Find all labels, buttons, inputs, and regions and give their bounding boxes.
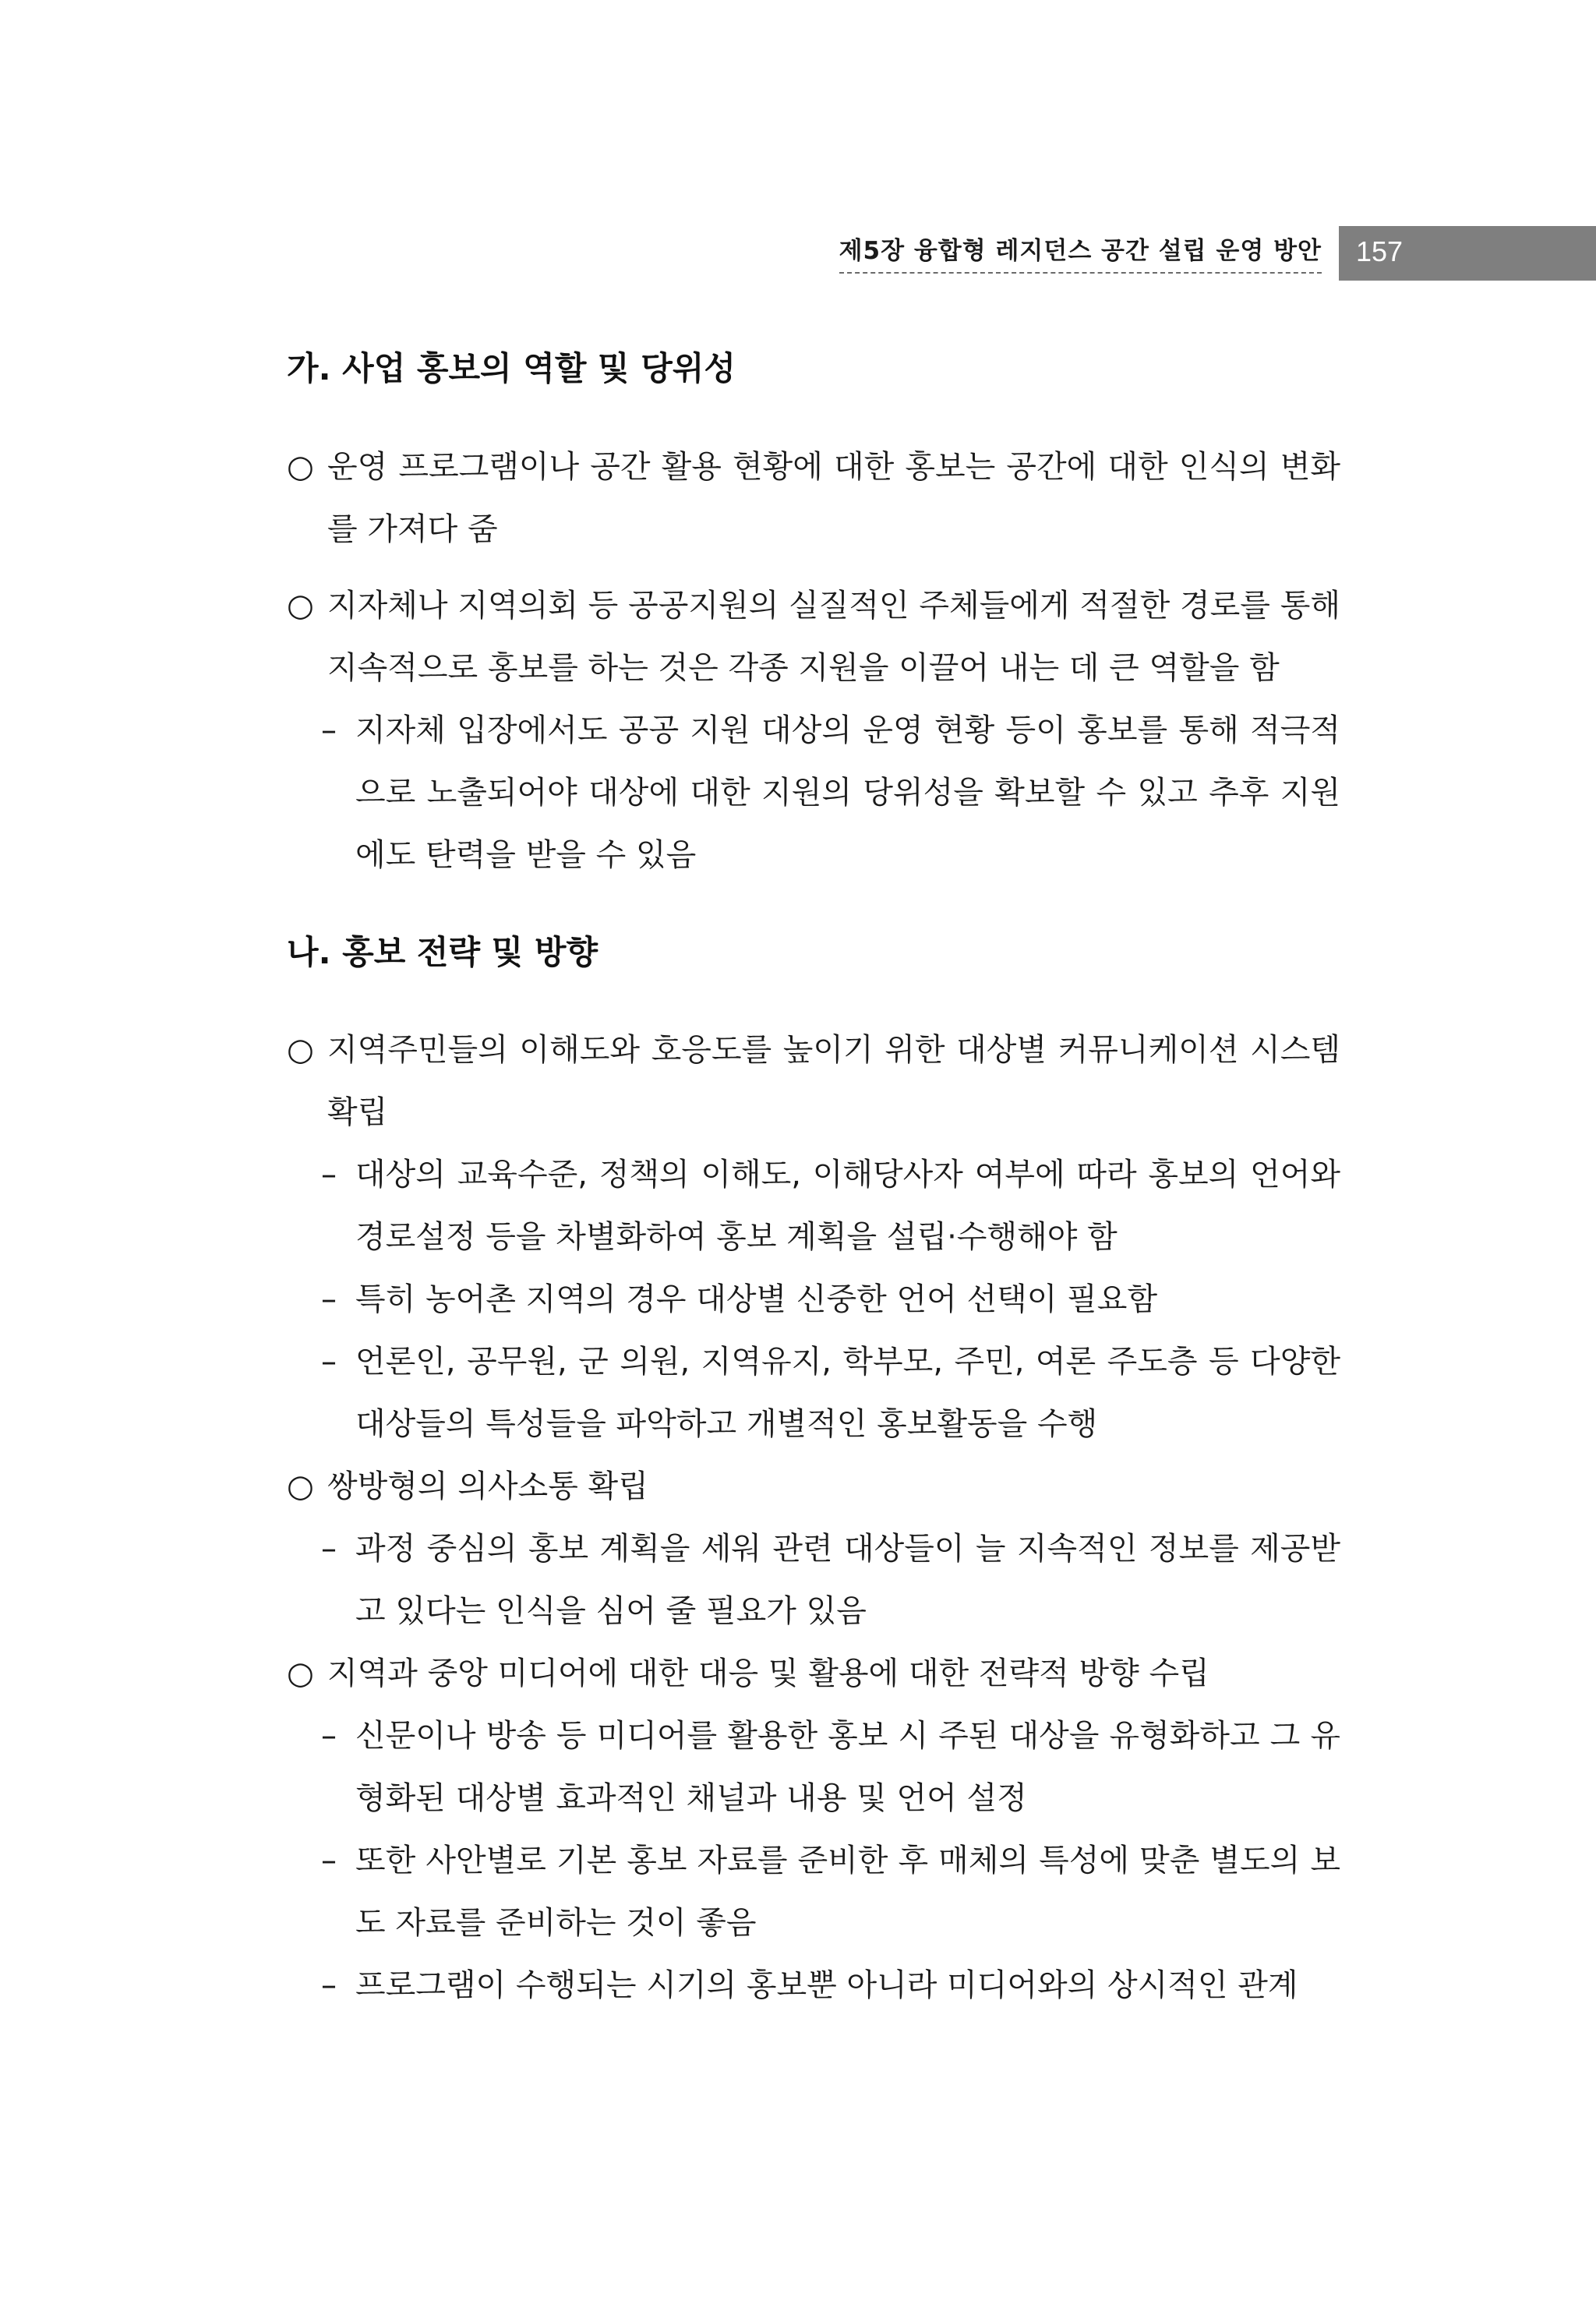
sub-bullet-item	[287, 1829, 1340, 1954]
sub-bullet-item	[287, 1705, 1340, 1829]
dash-bullet-icon: –	[321, 712, 337, 748]
bullet-text: 지역주민들의 이해도와 호응도를 높이기 위한 대상별 커뮤니케이션 시스템 확립	[327, 1032, 1340, 1131]
circle-bullet-icon: ○	[287, 1468, 314, 1505]
bullet-text: 지역과 중앙 미디어에 대한 대응 및 활용에 대한 전략적 방향 수립	[327, 1656, 1209, 1692]
document-body	[287, 348, 1340, 2016]
dash-bullet-icon: –	[321, 1281, 337, 1318]
sub-bullet-text: 대상의 교육수준, 정책의 이해도, 이해당사자 여부에 따라 홍보의 언어와 경로설정 등을 차별화하여 홍보 계획을 설립·수행해야 함	[355, 1157, 1340, 1256]
sub-bullet-text: 언론인, 공무원, 군 의원, 지역유지, 학부모, 주민, 여론 주도층 등 다양한 대상들의 특성들을 파악하고 개별적인 홍보활동을 수행	[355, 1344, 1340, 1443]
sub-bullet-text: 특히 농어촌 지역의 경우 대상별 신중한 언어 선택이 필요함	[355, 1281, 1158, 1318]
page-number: 157	[1356, 235, 1404, 267]
sub-bullet-item	[287, 1518, 1340, 1642]
sub-bullet-item	[287, 1954, 1340, 2016]
sub-bullet-text: 또한 사안별로 기본 홍보 자료를 준비한 후 매체의 특성에 맞춘 별도의 보도 자료를 준비하는 것이 좋음	[355, 1843, 1340, 1942]
sub-bullet-item	[287, 1268, 1340, 1331]
dash-bullet-icon: –	[321, 1157, 337, 1193]
section-heading: 나. 홍보 전략 및 방향	[287, 932, 598, 971]
sub-bullet-text: 지자체 입장에서도 공공 지원 대상의 운영 현황 등이 홍보를 통해 적극적으로 노출되어야 대상에 대한 지원의 당위성을 확보할 수 있고 추후 지원에도 탄력을 받을 수 있음	[355, 712, 1340, 873]
bullet-item	[287, 1642, 1340, 1705]
dash-bullet-icon: –	[321, 1344, 337, 1380]
sub-bullet-text: 프로그램이 수행되는 시기의 홍보뿐 아니라 미디어와의 상시적인 관계	[355, 1967, 1298, 2004]
sub-bullet-item	[287, 1331, 1340, 1455]
sub-bullet-item	[287, 699, 1340, 886]
chapter-title: 제5장 융합형 레지던스 공간 설립 운영 방안	[839, 231, 1322, 274]
bullet-item	[287, 436, 1340, 560]
bullet-text: 지자체나 지역의회 등 공공지원의 실질적인 주체들에게 적절한 경로를 통해 지속적으로 홍보를 하는 것은 각종 지원을 이끌어 내는 데 큰 역할을 함	[327, 587, 1340, 686]
page-number-box	[1339, 226, 1596, 281]
running-header	[0, 221, 1596, 281]
bullet-text: 운영 프로그램이나 공간 활용 현황에 대한 홍보는 공간에 대한 인식의 변화를 가져다 줌	[327, 448, 1340, 547]
dash-bullet-icon: –	[321, 1531, 337, 1567]
circle-bullet-icon: ○	[287, 448, 314, 485]
dash-bullet-icon: –	[321, 1843, 337, 1879]
bullet-item	[287, 1455, 1340, 1518]
section-heading: 가. 사업 홍보의 역할 및 당위성	[287, 349, 736, 387]
sub-bullet-text: 신문이나 방송 등 미디어를 활용한 홍보 시 주된 대상을 유형화하고 그 유형화된 대상별 효과적인 채널과 내용 및 언어 설정	[355, 1718, 1340, 1817]
circle-bullet-icon: ○	[287, 587, 314, 624]
dash-bullet-icon: –	[321, 1718, 337, 1755]
circle-bullet-icon: ○	[287, 1656, 314, 1692]
dash-bullet-icon: –	[321, 1967, 337, 2004]
bullet-item	[287, 574, 1340, 699]
sub-bullet-item	[287, 1143, 1340, 1268]
bullet-item	[287, 1019, 1340, 1143]
bullet-text: 쌍방형의 의사소통 확립	[327, 1468, 648, 1505]
circle-bullet-icon: ○	[287, 1032, 314, 1069]
sub-bullet-text: 과정 중심의 홍보 계획을 세워 관련 대상들이 늘 지속적인 정보를 제공받고 있다는 인식을 심어 줄 필요가 있음	[355, 1531, 1340, 1630]
